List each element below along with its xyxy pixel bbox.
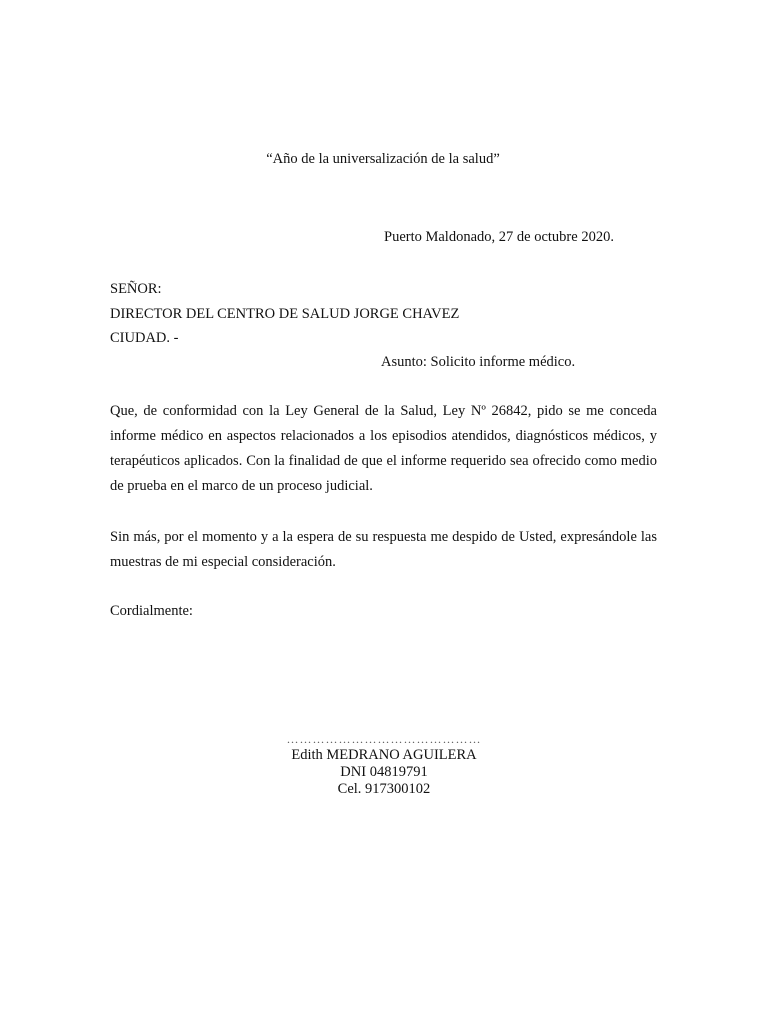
letter-closing: Cordialmente: (110, 603, 193, 619)
recipient-block (110, 277, 459, 351)
place-date: Puerto Maldonado, 27 de octubre 2020. (384, 229, 614, 245)
body-paragraph-farewell: Sin más, por el momento y a la espera de su respuesta me despido de Usted, expresándole las muestras de mi especial consideración. (110, 529, 657, 570)
signature-line: ……………………………………… (286, 732, 482, 746)
recipient-city: CIUDAD. - (110, 330, 179, 346)
signer-name: Edith MEDRANO AGUILERA (291, 747, 477, 763)
recipient-salutation: SEÑOR: (110, 281, 162, 297)
signer-phone: Cel. 917300102 (337, 781, 431, 797)
motto-text: “Año de la universalización de la salud” (266, 151, 500, 167)
letter-subject: Asunto: Solicito informe médico. (381, 354, 576, 370)
recipient-title: DIRECTOR DEL CENTRO DE SALUD JORGE CHAVEZ (110, 305, 460, 322)
signature-block (234, 731, 534, 798)
body-paragraph-request: Que, de conformidad con la Ley General de la Salud, Ley Nº 26842, pido se me conceda informe médico en aspectos relacionados a los episodios atendidos, diagnósticos médicos, y terapéuticos aplicados. Con la finalidad de que el informe requerido sea ofrecido como medio de prueba en el marco de un proceso judicial. (110, 403, 657, 494)
signer-dni: DNI 04819791 (340, 764, 428, 780)
letter-motto (0, 150, 768, 168)
